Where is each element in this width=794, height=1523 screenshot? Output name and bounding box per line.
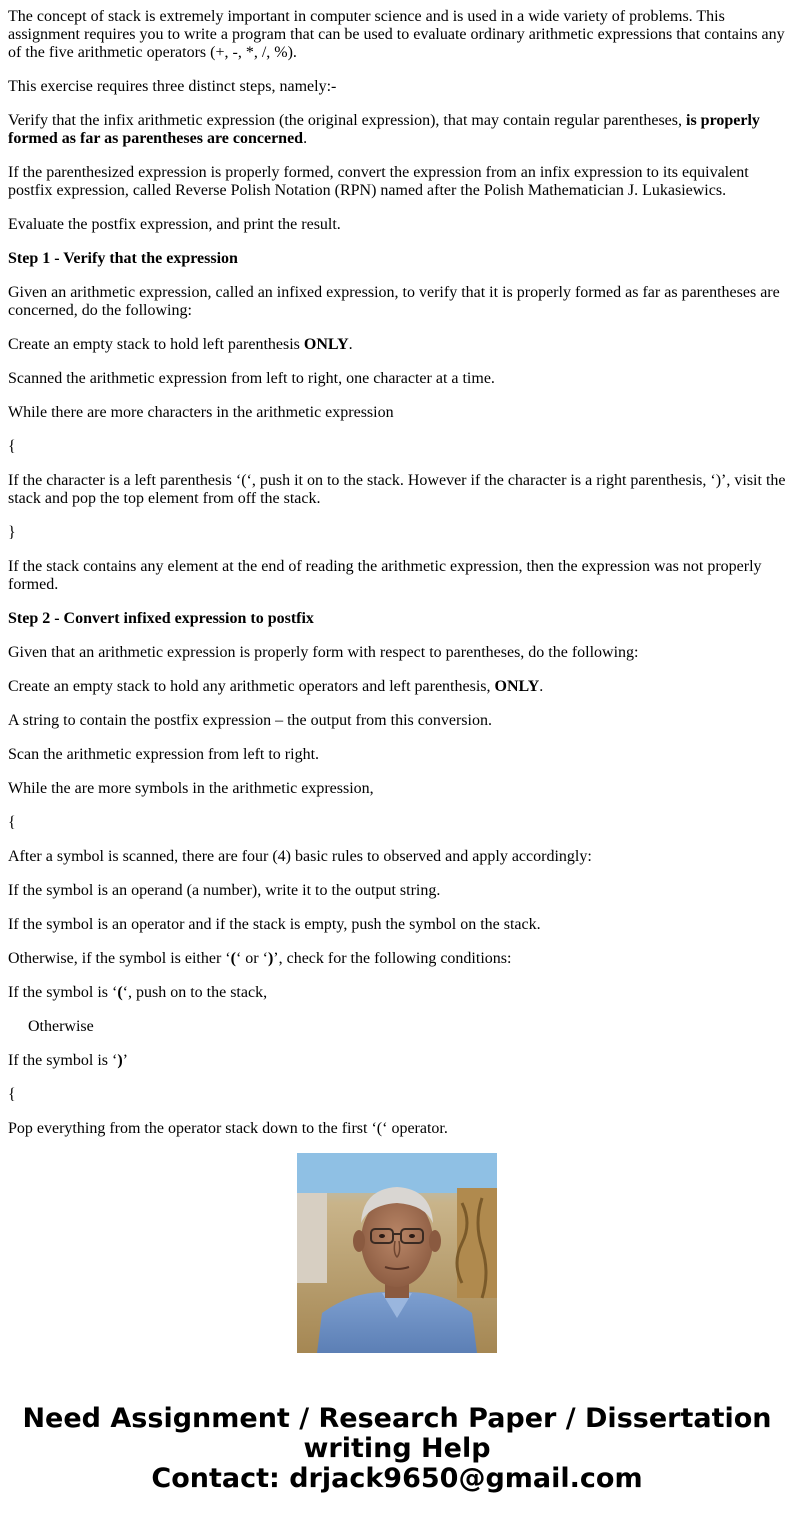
paragraph [8, 712, 788, 730]
paragraph [8, 8, 788, 62]
text-run: If the symbol is an operator and if the stack is empty, push the symbol on the stack. [8, 916, 541, 933]
paragraph [8, 336, 788, 354]
paragraph [8, 216, 788, 234]
bold-text: ( [230, 950, 236, 967]
text-run: The concept of stack is extremely important in computer science and is used in a wide variety of problems. This assignment requires you to write a program that can be used to evaluate ordinary arithmetic expressions that contains any of the five arithmetic operators (+, -, *, /, %). [8, 8, 785, 61]
text-run: While the are more symbols in the arithmetic expression, [8, 780, 374, 797]
paragraph [8, 1052, 788, 1070]
bold-text: ) [267, 950, 274, 967]
promo-text [0, 1404, 794, 1494]
bold-text: ONLY [494, 678, 540, 695]
text-run: { [8, 814, 16, 831]
text-run: Evaluate the postfix expression, and print the result. [8, 216, 341, 233]
text-run: Scanned the arithmetic expression from left to right, one character at a time. [8, 370, 495, 387]
paragraph [8, 438, 788, 456]
bold-text: ) [117, 1052, 123, 1069]
text-run: ’, check for the following conditions: [273, 950, 512, 967]
text-run: This exercise requires three distinct steps, namely:- [8, 78, 337, 95]
text-run: Given that an arithmetic expression is properly form with respect to parentheses, do the following: [8, 644, 639, 661]
paragraph [8, 370, 788, 388]
text-run: If the symbol is ‘ [8, 1052, 118, 1069]
paragraph [8, 916, 788, 934]
author-photo-image [297, 1153, 497, 1353]
paragraph [8, 250, 788, 268]
paragraph [8, 524, 788, 542]
text-run: Create an empty stack to hold any arithmetic operators and left parenthesis, [8, 678, 495, 695]
text-run: { [8, 438, 16, 455]
text-run: A string to contain the postfix expression – the output from this conversion. [8, 712, 492, 729]
paragraph [8, 848, 788, 866]
text-run: } [8, 524, 16, 541]
paragraph [8, 678, 788, 696]
author-avatar [297, 1153, 497, 1353]
text-run: . [303, 130, 308, 147]
text-run: Otherwise, if the symbol is either ‘ [8, 950, 231, 967]
document-body [8, 8, 788, 1137]
text-run: If the parenthesized expression is properly formed, convert the expression from an infix expression to its equivalent postfix expression, called Reverse Polish Notation (RPN) named after the Polish Mathematician J. Lukasiewics. [8, 164, 749, 199]
text-run: Create an empty stack to hold left parenthesis [8, 336, 304, 353]
text-run: Scan the arithmetic expression from left to right. [8, 746, 320, 763]
paragraph [8, 558, 788, 594]
text-run: Otherwise [28, 1018, 94, 1035]
paragraph [8, 746, 788, 764]
paragraph [8, 950, 788, 968]
promo-section [0, 1153, 794, 1494]
paragraph [8, 984, 788, 1002]
bold-text: ONLY [303, 336, 349, 353]
paragraph [8, 112, 788, 148]
bold-text: ( [117, 984, 123, 1001]
promo-headline-line-1: Need Assignment / Research Paper / Dissertation [22, 1403, 772, 1434]
text-run: ’ [122, 1052, 128, 1069]
paragraph [8, 404, 788, 422]
paragraph [8, 1086, 788, 1104]
paragraph [8, 1120, 788, 1138]
text-run: . [348, 336, 353, 353]
text-run: . [539, 678, 544, 695]
paragraph [8, 780, 788, 798]
text-run: Given an arithmetic expression, called an infixed expression, to verify that it is properly formed as far as parentheses are concerned, do the following: [8, 284, 780, 319]
text-run: While there are more characters in the arithmetic expression [8, 404, 394, 421]
paragraph [8, 472, 788, 508]
paragraph [8, 610, 788, 628]
text-run: { [8, 1086, 16, 1103]
text-run: ‘, push on to the stack, [122, 984, 268, 1001]
paragraph [8, 1018, 788, 1036]
text-run: If the stack contains any element at the end of reading the arithmetic expression, then the expression was not properly formed. [8, 558, 762, 593]
paragraph [8, 78, 788, 96]
text-run: If the character is a left parenthesis ‘(‘, push it on to the stack. However if the character is a right parenthesis, ‘)’, visit the stack and pop the top element from off the stack. [8, 472, 786, 507]
text-run: If the symbol is ‘ [8, 984, 118, 1001]
paragraph [8, 284, 788, 320]
paragraph [8, 164, 788, 200]
text-run: If the symbol is an operand (a number), write it to the output string. [8, 882, 441, 899]
bold-text: Step 1 - Verify that the expression [8, 250, 238, 267]
text-run: After a symbol is scanned, there are four (4) basic rules to observed and apply accordingly: [8, 848, 592, 865]
text-run: Pop everything from the operator stack down to the first ‘(‘ operator. [8, 1120, 448, 1137]
bold-text: is properly formed as far as parentheses are concerned [8, 112, 760, 147]
text-run: Verify that the infix arithmetic expression (the original expression), that may contain regular parentheses, [8, 112, 686, 129]
paragraph [8, 644, 788, 662]
promo-headline-line-2: writing Help [303, 1433, 491, 1464]
paragraph [8, 814, 788, 832]
paragraph [8, 882, 788, 900]
promo-contact-email: Contact: drjack9650@gmail.com [151, 1463, 643, 1494]
bold-text: Step 2 - Convert infixed expression to postfix [8, 610, 314, 627]
text-run: ‘ or ‘ [235, 950, 268, 967]
